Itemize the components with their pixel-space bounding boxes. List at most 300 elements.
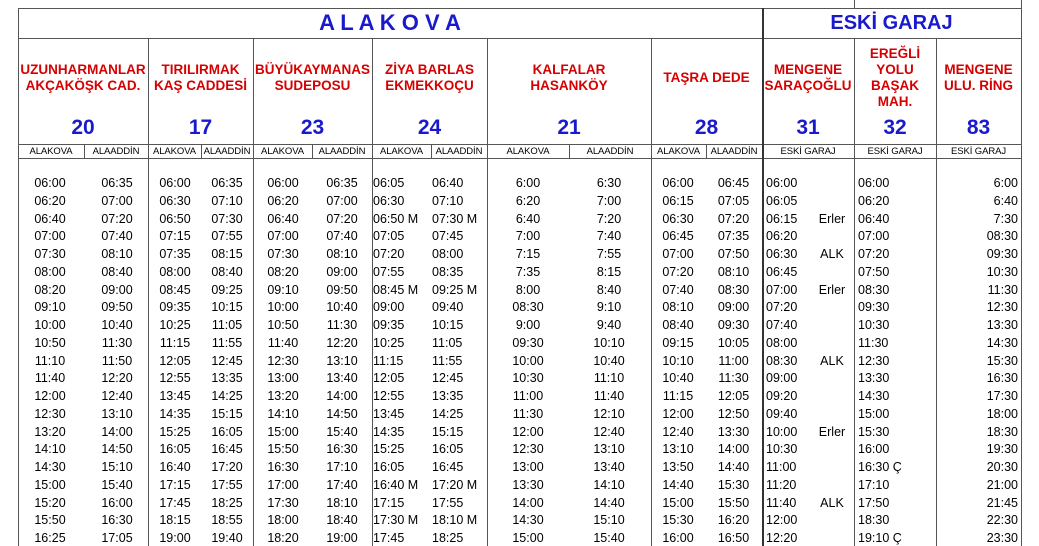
departure-time: 17:15: [373, 495, 405, 510]
departure-time: 06:00: [34, 176, 66, 190]
departure-time: 16:45: [211, 442, 243, 457]
departure-time: 16:05: [373, 460, 405, 474]
departure-time: 06:20: [858, 193, 890, 208]
departure-time: 16:00: [101, 495, 133, 510]
departure-time: 10:30: [986, 264, 1018, 279]
departure-time: 10:30: [858, 318, 890, 332]
direction-label: ALAKOVA: [153, 145, 196, 157]
departure-time: 12:55: [373, 389, 405, 403]
departure-time: 10:30: [766, 442, 798, 457]
departure-time: 06:35: [101, 176, 133, 190]
departure-time: 08:10: [662, 300, 694, 315]
departure-time: 13:50: [662, 460, 694, 474]
departure-time: 08:30: [512, 300, 544, 315]
departure-time: 09:40: [432, 300, 464, 315]
departure-time: 14:00: [717, 442, 750, 457]
grid-line: [18, 38, 1022, 39]
departure-time: 10:30: [512, 371, 544, 386]
departure-time: 07:20: [662, 264, 694, 279]
departure-time: 08:10: [101, 247, 133, 261]
departure-time: 17:40: [326, 477, 358, 492]
route-number: 20: [71, 116, 95, 139]
departure-time: 15:50: [267, 442, 299, 457]
departure-time: 23:30: [986, 531, 1018, 545]
grid-line: [18, 144, 1022, 145]
departure-time: 06:30: [766, 247, 798, 261]
departure-time: 8:40: [596, 282, 622, 297]
departure-time: 09:00: [766, 371, 798, 386]
departure-time: 12:20: [326, 335, 358, 350]
route-name: BÜYÜKAYMANAS SUDEPOSU: [254, 62, 370, 93]
departure-time: 11:15: [662, 389, 694, 403]
departure-time: 13:35: [211, 371, 243, 386]
departure-time: 6:00: [515, 176, 541, 190]
trip-note: [812, 228, 852, 244]
route-number: 24: [417, 116, 442, 139]
trip-note: ALK: [820, 353, 844, 368]
departure-time: 15:15: [432, 424, 464, 439]
departure-time: 12:00: [34, 389, 66, 403]
departure-time: 19:40: [211, 531, 243, 545]
direction-label: ESKİ GARAJ: [951, 145, 1006, 157]
route-name: EREĞLİ YOLU BAŞAK MAH.: [869, 46, 921, 109]
direction-label: ALAADDİN: [92, 145, 140, 157]
departure-time: 13:40: [593, 460, 625, 474]
departure-time: 7:00: [515, 229, 541, 244]
departure-time: 11:40: [267, 335, 299, 350]
direction-label: ALAKOVA: [506, 145, 550, 157]
departure-time: 09:40: [766, 406, 798, 421]
departure-time: 07:30: [211, 211, 243, 226]
departure-time: 12:20: [766, 531, 798, 545]
departure-time: 16:50: [717, 531, 750, 545]
departure-time: 7:30: [993, 211, 1018, 226]
departure-time: 06:00: [766, 176, 798, 190]
departure-time: 07:20: [326, 211, 358, 226]
departure-time: 08:40: [101, 264, 133, 279]
departure-time: 18:20: [267, 531, 299, 545]
departure-time: 10:25: [373, 335, 405, 350]
trip-note: [812, 264, 852, 280]
departure-time: 14:30: [512, 513, 544, 528]
departure-time: 06:45: [766, 264, 798, 279]
departure-time: 07:00: [34, 229, 66, 244]
departure-time: 09:30: [512, 335, 544, 350]
departure-time: 11:40: [766, 495, 797, 510]
grid-line: [18, 8, 19, 546]
departure-time: 12:30: [267, 353, 299, 368]
route-number: 21: [557, 116, 581, 139]
departure-time: 12:55: [159, 371, 191, 386]
departure-time: 09:35: [159, 300, 191, 315]
direction-label: ESKİ GARAJ: [780, 145, 836, 157]
departure-time: 14:25: [211, 389, 243, 403]
departure-time: 6:00: [993, 176, 1018, 190]
departure-time: 13:40: [326, 371, 358, 386]
departure-time: 19:00: [159, 531, 191, 545]
departure-time: 21:45: [986, 495, 1018, 510]
departure-time: 15:00: [858, 406, 890, 421]
departure-time: 17:20 M: [432, 477, 478, 492]
departure-time: 16:30: [326, 442, 358, 457]
departure-time: 14:50: [101, 442, 133, 457]
departure-time: 07:30: [34, 247, 66, 261]
grid-line: [487, 38, 488, 546]
departure-time: 14:30: [34, 460, 66, 474]
departure-time: 18:15: [159, 513, 191, 528]
departure-time: 07:20: [717, 211, 750, 226]
direction-label: ALAADDİN: [586, 145, 634, 157]
departure-time: 12:45: [432, 371, 464, 386]
departure-time: 10:00: [34, 318, 66, 332]
departure-time: 12:40: [101, 389, 133, 403]
departure-time: 06:00: [159, 176, 191, 190]
departure-time: 13:10: [326, 353, 358, 368]
departure-time: 13:10: [101, 406, 133, 421]
departure-time: 08:40: [662, 318, 694, 332]
departure-time: 09:00: [373, 300, 405, 315]
departure-time: 07:05: [373, 229, 405, 244]
departure-time: 10:40: [326, 300, 358, 315]
departure-time: 15:00: [512, 531, 544, 545]
departure-time: 13:30: [512, 477, 544, 492]
departure-time: 18:10: [326, 495, 358, 510]
departure-time: 13:10: [662, 442, 694, 457]
departure-time: 19:30: [986, 442, 1018, 457]
departure-time: 7:35: [515, 264, 541, 279]
departure-time: 06:05: [766, 193, 798, 208]
departure-time: 06:40: [432, 176, 464, 190]
departure-time: 10:15: [211, 300, 243, 315]
departure-time: 08:10: [717, 264, 750, 279]
departure-time: 17:55: [432, 495, 464, 510]
trip-note: [812, 299, 852, 315]
departure-time: 16:30: [267, 460, 299, 474]
departure-time: 15:15: [211, 406, 243, 421]
departure-time: 14:10: [34, 442, 66, 457]
departure-time: 13:30: [717, 424, 750, 439]
departure-time: 06:20: [34, 193, 66, 208]
departure-time: 11:30: [512, 406, 544, 421]
departure-time: 12:45: [211, 353, 243, 368]
departure-time: 13:45: [373, 406, 405, 421]
departure-time: 13:10: [593, 442, 625, 457]
departure-time: 08:10: [326, 247, 358, 261]
departure-time: 12:40: [593, 424, 625, 439]
departure-time: 16:05: [211, 424, 243, 439]
departure-time: 07:05: [717, 193, 750, 208]
departure-time: 12:50: [717, 406, 750, 421]
departure-time: 15:30: [662, 513, 694, 528]
departure-time: 15:20: [34, 495, 66, 510]
departure-time: 15:50: [34, 513, 66, 528]
grid-line: [18, 8, 1022, 9]
departure-time: 06:15: [766, 211, 798, 226]
departure-time: 14:30: [858, 389, 890, 403]
departure-time: 17:05: [101, 531, 133, 545]
departure-time: 14:25: [432, 406, 464, 421]
route-name: TAŞRA DEDE: [663, 70, 750, 85]
departure-time: 10:05: [717, 335, 750, 350]
departure-time: 15:50: [717, 495, 750, 510]
departure-time: 12:00: [662, 406, 694, 421]
route-number: 83: [966, 116, 991, 139]
departure-time: 12:30: [986, 300, 1018, 315]
departure-time: 12:20: [101, 371, 133, 386]
departure-time: 16:05: [159, 442, 191, 457]
departure-time: 15:30: [858, 424, 890, 439]
departure-time: 18:00: [267, 513, 299, 528]
departure-time: 17:55: [211, 477, 243, 492]
departure-time: 7:15: [515, 247, 541, 261]
departure-time: 07:20: [858, 247, 890, 261]
departure-time: 06:30: [662, 211, 694, 226]
departure-time: 18:30: [986, 424, 1018, 439]
alakova-group-title: A L A K O V A: [319, 10, 461, 35]
departure-time: 13:00: [512, 460, 544, 474]
departure-time: 16:00: [662, 531, 694, 545]
departure-time: 15:40: [326, 424, 358, 439]
departure-time: 17:00: [267, 477, 299, 492]
trip-note: [812, 530, 852, 546]
departure-time: 10:00: [267, 300, 299, 315]
direction-label: ALAADDİN: [203, 145, 251, 157]
departure-time: 08:30: [766, 353, 798, 368]
grid-line: [148, 38, 149, 546]
departure-time: 08:20: [34, 282, 66, 297]
departure-time: 13:00: [267, 371, 299, 386]
departure-time: 17:20: [211, 460, 243, 474]
departure-time: 06:45: [662, 229, 694, 244]
direction-label: ALAADDİN: [710, 145, 758, 157]
departure-time: 17:30: [267, 495, 299, 510]
departure-time: 08:30: [986, 229, 1018, 244]
departure-time: 9:40: [596, 318, 622, 332]
departure-time: 07:50: [717, 247, 750, 261]
departure-time: 07:40: [326, 229, 358, 244]
departure-time: 06:40: [34, 211, 66, 226]
departure-time: 16:00: [858, 442, 890, 457]
grid-line: [312, 144, 313, 158]
departure-time: 11:20: [766, 477, 797, 492]
departure-time: 07:35: [159, 247, 191, 261]
departure-time: 7:40: [596, 229, 622, 244]
departure-time: 14:10: [593, 477, 625, 492]
departure-time: 17:45: [159, 495, 191, 510]
departure-time: 14:30: [986, 335, 1018, 350]
departure-time: 15:30: [986, 353, 1018, 368]
departure-time: 06:00: [858, 176, 890, 190]
departure-time: 15:00: [662, 495, 694, 510]
departure-time: 8:00: [515, 282, 541, 297]
departure-time: 6:40: [993, 193, 1018, 208]
departure-time: 13:30: [858, 371, 890, 386]
departure-time: 07:55: [373, 264, 405, 279]
departure-time: 15:10: [101, 460, 133, 474]
departure-time: 15:25: [159, 424, 191, 439]
grid-line: [253, 38, 254, 546]
departure-time: 12:05: [373, 371, 405, 386]
departure-time: 18:10 M: [432, 513, 478, 528]
trip-note: [812, 406, 852, 422]
departure-time: 08:15: [211, 247, 243, 261]
departure-time: 07:00: [858, 229, 890, 244]
departure-time: 14:00: [326, 389, 358, 403]
trip-note: [812, 370, 852, 386]
departure-time: 10:00: [766, 424, 798, 439]
departure-time: 07:00: [267, 229, 299, 244]
departure-time: 07:40: [766, 318, 798, 332]
departure-time: 09:10: [34, 300, 66, 315]
departure-time: 09:30: [986, 247, 1018, 261]
departure-time: 11:30: [718, 371, 749, 386]
departure-time: 12:30: [512, 442, 544, 457]
departure-time: 06:50: [159, 211, 191, 226]
departure-time: 15:10: [593, 513, 625, 528]
eski-garaj-group-title: ESKİ GARAJ: [830, 11, 953, 34]
departure-time: 12:05: [159, 353, 191, 368]
departure-time: 11:30: [987, 282, 1018, 297]
departure-time: 07:20: [101, 211, 133, 226]
departure-time: 16:45: [432, 460, 464, 474]
departure-time: 16:30: [986, 371, 1018, 386]
departure-time: 09:50: [101, 300, 133, 315]
departure-time: 17:10: [326, 460, 358, 474]
departure-time: 06:40: [267, 211, 299, 226]
departure-time: 10:10: [593, 335, 625, 350]
departure-time: 09:00: [326, 264, 358, 279]
departure-time: 09:20: [766, 389, 798, 403]
departure-time: 6:40: [515, 211, 541, 226]
departure-time: 09:00: [101, 282, 133, 297]
route-name: MENGENE SARAÇOĞLU: [764, 62, 852, 93]
departure-time: 07:30 M: [432, 211, 478, 226]
departure-time: 08:00: [159, 264, 191, 279]
departure-time: 06:45: [717, 176, 750, 190]
departure-time: 07:00: [662, 247, 694, 261]
departure-time: 13:35: [432, 389, 464, 403]
grid-line: [201, 144, 202, 158]
departure-time: 14:35: [159, 406, 191, 421]
grid-line: [569, 144, 570, 158]
departure-time: 13:20: [34, 424, 66, 439]
departure-time: 16:40: [159, 460, 191, 474]
departure-time: 08:40: [211, 264, 243, 279]
departure-time: 11:00: [512, 389, 544, 403]
departure-time: 10:40: [101, 318, 133, 332]
direction-label: ALAADDİN: [318, 145, 366, 157]
departure-time: 06:30: [373, 193, 405, 208]
departure-time: 10:15: [432, 318, 464, 332]
grid-line: [651, 38, 652, 546]
departure-time: 10:00: [512, 353, 544, 368]
departure-time: 11:40: [34, 371, 66, 386]
direction-label: ALAKOVA: [29, 145, 73, 157]
departure-time: 15:40: [101, 477, 133, 492]
departure-time: 11:30: [858, 335, 889, 350]
departure-time: 11:15: [159, 335, 191, 350]
departure-time: 15:00: [267, 424, 299, 439]
departure-time: 14:40: [717, 460, 750, 474]
departure-time: 18:40: [326, 513, 358, 528]
departure-time: 11:10: [34, 353, 66, 368]
route-number: 32: [883, 116, 907, 139]
route-number: 31: [796, 116, 820, 139]
departure-time: 07:55: [211, 229, 243, 244]
departure-time: 07:40: [101, 229, 133, 244]
direction-label: ALAKOVA: [657, 145, 700, 157]
departure-time: 06:20: [267, 193, 299, 208]
grid-line: [762, 8, 764, 546]
departure-time: 16:30: [101, 513, 133, 528]
direction-label: ESKİ GARAJ: [867, 145, 923, 157]
departure-time: 10:25: [159, 318, 191, 332]
departure-time: 14:00: [101, 424, 133, 439]
departure-time: 09:25 M: [432, 282, 478, 297]
departure-time: 09:35: [373, 318, 405, 332]
departure-time: 06:50 M: [373, 211, 419, 226]
departure-time: 11:30: [326, 318, 358, 332]
departure-time: 17:30 M: [373, 513, 419, 528]
departure-time: 18:55: [211, 513, 243, 528]
departure-time: 14:50: [326, 406, 358, 421]
departure-time: 6:20: [515, 193, 541, 208]
departure-time: 09:15: [662, 335, 694, 350]
departure-time: 16:20: [717, 513, 750, 528]
departure-time: 07:10: [432, 193, 464, 208]
departure-time: 07:35: [717, 229, 750, 244]
departure-time: 09:30: [858, 300, 890, 315]
grid-line: [1021, 0, 1022, 546]
trip-note: ALK: [820, 247, 844, 261]
departure-time: 12:00: [766, 513, 798, 528]
departure-time: 17:10: [858, 477, 890, 492]
trip-note: [812, 477, 852, 493]
departure-time: 7:55: [596, 247, 622, 261]
grid-line: [936, 38, 937, 546]
grid-line: [372, 38, 373, 546]
departure-time: 9:00: [515, 318, 541, 332]
departure-time: 12:10: [593, 406, 625, 421]
grid-line: [431, 144, 432, 158]
trip-note: Erler: [818, 211, 846, 226]
departure-time: 08:00: [432, 247, 464, 261]
departure-time: 10:10: [662, 353, 694, 368]
departure-time: 10:50: [34, 335, 66, 350]
departure-time: 12:05: [717, 389, 750, 403]
departure-time: 14:35: [373, 424, 405, 439]
departure-time: 17:50: [858, 495, 890, 510]
trip-note: [812, 388, 852, 404]
departure-time: 11:30: [101, 335, 133, 350]
departure-time: 15:25: [373, 442, 405, 457]
departure-time: 20:30: [986, 460, 1018, 474]
trip-note: [812, 441, 852, 457]
trip-note: [812, 193, 852, 209]
departure-time: 11:00: [718, 353, 749, 368]
departure-time: 13:45: [159, 389, 191, 403]
departure-time: 09:30: [717, 318, 750, 332]
route-number: 17: [188, 116, 213, 139]
departure-time: 11:15: [373, 353, 404, 368]
departure-time: 15:30: [717, 477, 750, 492]
departure-time: 11:40: [593, 389, 625, 403]
departure-time: 18:00: [986, 406, 1018, 421]
departure-time: 09:00: [717, 300, 750, 315]
departure-time: 11:55: [211, 335, 243, 350]
departure-time: 11:50: [101, 353, 133, 368]
route-number: 28: [694, 116, 719, 139]
